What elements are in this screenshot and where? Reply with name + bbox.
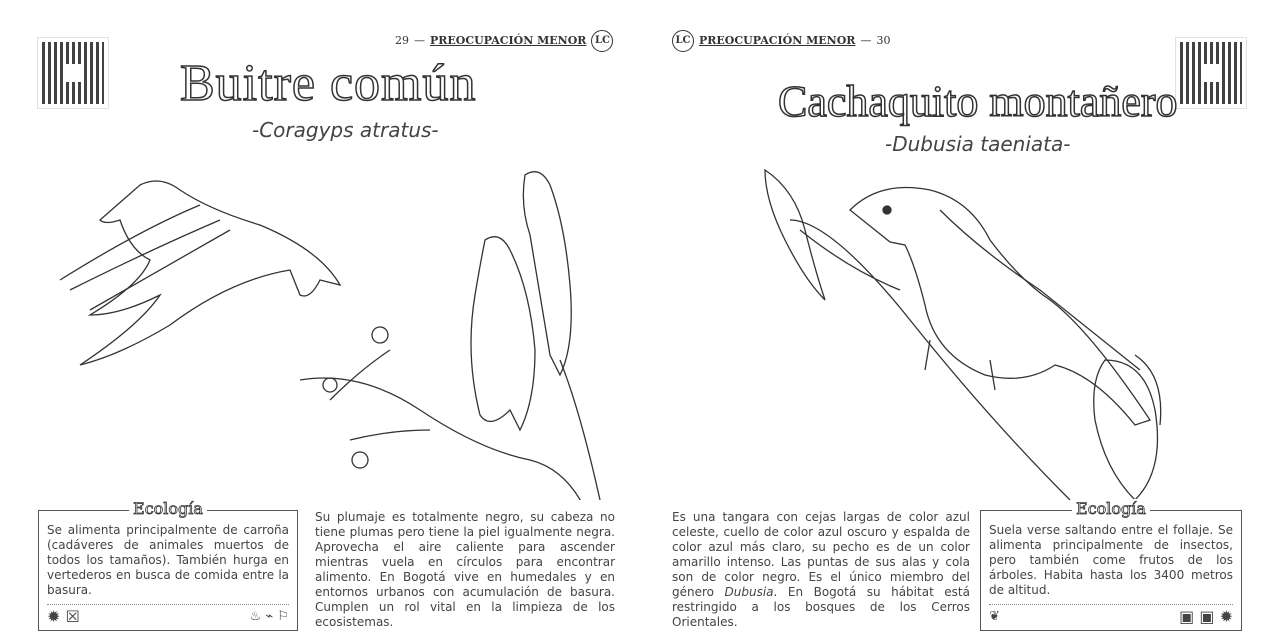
ecology-text: Se alimenta principalmente de carroña (cadáveres de animales muertos de todos los tamaños). También hurga en vertederos en busca de comida entre la basura. [47,523,289,597]
ecology-heading: Ecología [1072,499,1150,518]
species-description-right [672,510,970,630]
carrion-diet-icon: ☒ [65,607,80,626]
fruit-diet-icon: ▣ [1179,607,1195,626]
tanager-illustration [750,160,1230,500]
ecology-text: Suela verse saltando entre el follaje. Se alimenta principalmente de insectos, pero también come frutos de los árboles. Habita hasta los 3400 metros de altitud. [989,523,1233,597]
page-header-right [672,30,890,52]
lc-badge: LC [672,30,694,52]
genus-name: Dubusia [724,585,774,599]
sun-icon: ✹ [47,607,61,626]
qr-code-left[interactable] [38,38,108,108]
qr-code-right[interactable] [1176,38,1246,108]
sun-icon: ✹ [1219,607,1233,626]
species-description-left: Su plumaje es totalmente negro, su cabeza no tiene plumas pero tiene la piel igualmente negra. Aprovecha el aire caliente para ascender mientras vuela en círculos para encontrar alimento. En Bogotá vive en humedales y en entornos urbanos con acumulación de basura. Cumplen un rol vital en la limpieza de los ecosistemas. [315,510,615,629]
conservation-status: PREOCUPACIÓN MENOR [430,34,587,47]
habitat-icons: ♨ ⌁ ⚐ [249,609,289,624]
scientific-name: -Dubusia taeniata- [885,132,1071,156]
page-number: 30 [876,34,891,47]
ecology-box-right [980,499,1242,631]
habitat-icon: ❦ [989,609,1000,624]
conservation-status: PREOCUPACIÓN MENOR [699,34,856,47]
insect-diet-icon: ▣ [1199,607,1215,626]
scientific-name: -Coragyps atratus- [252,118,439,142]
dash: — [414,34,425,47]
lc-badge: LC [591,30,613,52]
page-title: Cachaquito montañero [778,77,1178,126]
dash: — [860,34,872,47]
page-header-left [395,30,613,52]
description-text: Es una tangara con cejas largas de color azul celeste, cuello de color azul oscuro y espalda de color azul más claro, su pecho es de un color amarillo intenso. Las puntas de sus alas y cola son de color negro. Es el único miembro del género [672,510,970,599]
page-number: 29 [395,34,409,47]
vulture-illustration [30,160,630,500]
description-text: . En Bogotá su hábitat está restringido a los bosques de los Cerros Orientales. [672,585,970,629]
ecology-heading: Ecología [129,499,207,518]
ecology-box-left [38,499,298,631]
page-title: Buitre común [180,55,477,112]
